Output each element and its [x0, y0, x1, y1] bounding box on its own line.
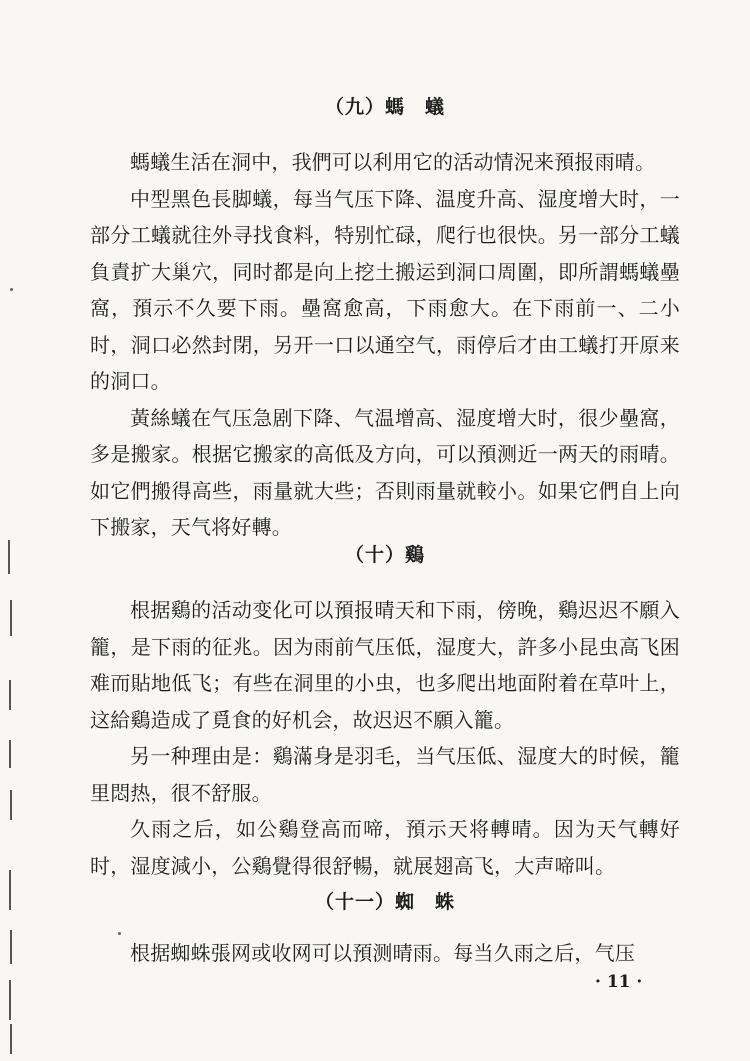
scan-artifact — [8, 540, 10, 574]
section-10-body — [90, 592, 680, 884]
paragraph: 另一种理由是：鷄滿身是羽毛，当气压低、湿度大的时候，籠里悶热，很不舒服。 — [90, 744, 680, 805]
paragraph: 久雨之后，如公鷄登高而啼，預示天将轉晴。因为天气轉好时，湿度減小，公鷄覺得很舒暢，就展翅高飞，大声啼叫。 — [90, 817, 680, 878]
section-heading: （九）螞 蟻 — [324, 96, 445, 118]
section-9-heading-wrap — [90, 92, 680, 119]
scan-artifact — [10, 600, 12, 636]
scan-artifact — [10, 790, 12, 820]
section-9-body — [90, 144, 680, 546]
scan-artifact — [10, 930, 12, 964]
paragraph: 螞蟻生活在洞中，我們可以利用它的活动情況来預报雨晴。 — [130, 150, 656, 174]
scan-artifact — [9, 680, 11, 710]
page-number: · 11 · — [595, 972, 643, 992]
section-11-heading-wrap — [90, 887, 680, 914]
paragraph: 根据鷄的活动变化可以預报晴天和下雨，傍晚，鷄迟迟不願入籠，是下雨的征兆。因为雨前气压低，湿度大，許多小昆虫高飞困难而貼地低飞；有些在洞里的小虫，也多爬出地面附着在草叶上，这給鷄造成了覓食的好机会，故迟迟不願入籠。 — [90, 598, 680, 732]
section-11-body — [90, 935, 680, 972]
paragraph: 根据蜘蛛張网或收网可以預测晴雨。每当久雨之后，气压 — [130, 941, 635, 965]
section-10-heading-wrap — [90, 540, 680, 567]
paragraph: 黃絲蟻在气压急剧下降、气温增高、湿度增大时，很少壘窩，多是搬家。根据它搬家的高低及方向，可以預测近一两天的雨晴。如它們搬得高些，雨量就大些；否則雨量就較小。如果它們自上向下搬家，天气将好轉。 — [90, 405, 680, 539]
scan-artifact — [10, 1024, 12, 1054]
scan-artifact — [9, 870, 11, 910]
scan-speck — [118, 932, 121, 935]
scan-speck — [10, 288, 13, 291]
section-heading: （十一）蜘 蛛 — [314, 891, 455, 913]
section-heading: （十）鷄 — [344, 544, 425, 566]
paragraph: 中型黑色長脚蟻，每当气压下降、温度升高、湿度增大时，一部分工蟻就往外寻找食料，特别忙碌，爬行也很快。另一部分工蟻負責扩大巢穴，同时都是向上挖土搬运到洞口周圍，即所謂螞蟻壘窩，預示不久要下雨。壘窩愈高，下雨愈大。在下雨前一、二小时，洞口必然封閉，另开一口以通空气，雨停后才由工蟻打开原来的洞口。 — [90, 186, 680, 393]
scan-artifact — [9, 980, 11, 1020]
scan-artifact — [9, 740, 11, 768]
